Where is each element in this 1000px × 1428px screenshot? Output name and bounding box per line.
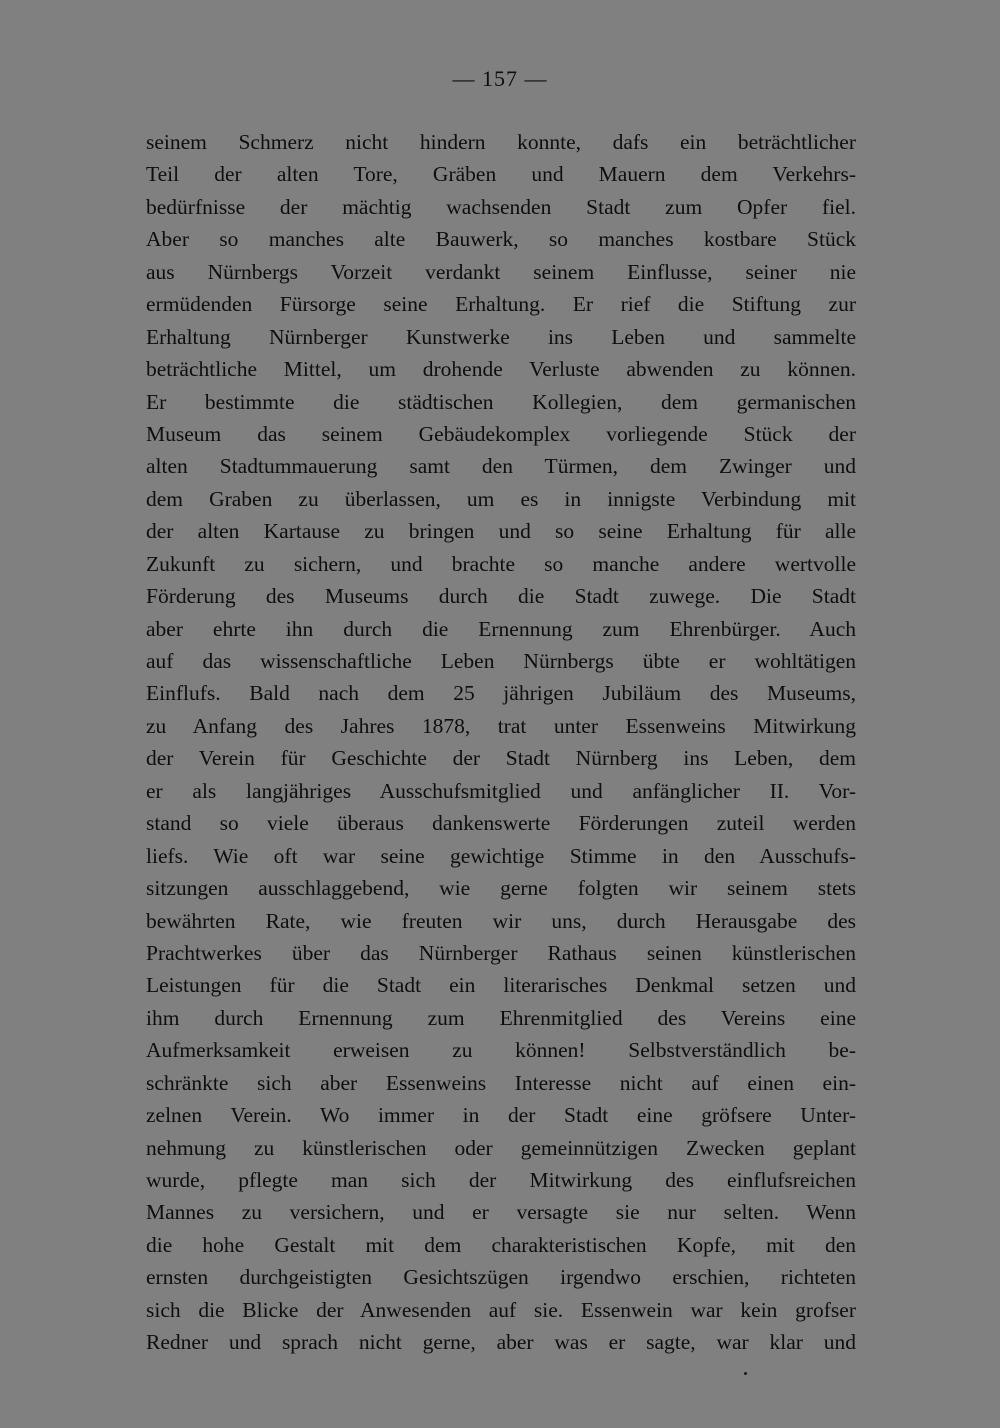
- text-line: Erhaltung Nürnberger Kunstwerke ins Leben und sammelte: [146, 324, 856, 349]
- text-line: Leistungen für die Stadt ein literarisches Denkmal setzen und: [146, 973, 856, 998]
- text-line: bedürfnisse der mächtig wachsenden Stadt zum Opfer fiel.: [146, 194, 856, 219]
- text-line: Mannes zu versichern, und er versagte sie nur selten. Wenn: [146, 1200, 856, 1225]
- text-line: beträchtliche Mittel, um drohende Verluste abwenden zu können.: [146, 357, 856, 382]
- print-speck: [744, 1372, 747, 1375]
- text-line: Museum das seinem Gebäudekomplex vorliegende Stück der: [146, 421, 856, 446]
- text-line: auf das wissenschaftliche Leben Nürnbergs übte er wohltätigen: [146, 649, 856, 673]
- text-line: er als langjähriges Ausschufsmitglied und anfänglicher II. Vor-: [146, 778, 856, 803]
- page-number-header: — 157 —: [452, 66, 548, 91]
- text-line: der Verein für Geschichte der Stadt Nürnberg ins Leben, dem: [146, 746, 856, 771]
- text-line: ernsten durchgeistigten Gesichtszügen irgendwo erschien, richteten: [146, 1265, 856, 1290]
- text-line: Zukunft zu sichern, und brachte so manche andere wertvolle: [146, 551, 856, 576]
- text-line: dem Graben zu überlassen, um es in innigste Verbindung mit: [146, 486, 856, 511]
- text-line: zelnen Verein. Wo immer in der Stadt eine gröfsere Unter-: [146, 1103, 856, 1128]
- text-line: ermüdenden Fürsorge seine Erhaltung. Er rief die Stiftung zur: [146, 292, 856, 317]
- text-line: sich die Blicke der Anwesenden auf sie. Essenwein war kein grofser: [146, 1297, 856, 1322]
- text-line: liefs. Wie oft war seine gewichtige Stimme in den Ausschufs-: [146, 843, 856, 868]
- text-line: sitzungen ausschlaggebend, wie gerne folgten wir seinem stets: [146, 876, 856, 901]
- text-line: bewährten Rate, wie freuten wir uns, durch Herausgabe des: [146, 908, 856, 933]
- text-line: stand so viele überaus dankenswerte Förderungen zuteil werden: [146, 811, 856, 836]
- text-line: wurde, pflegte man sich der Mitwirkung des einflufsreichen: [146, 1168, 856, 1192]
- text-line: Redner und sprach nicht gerne, aber was er sagte, war klar und: [146, 1330, 856, 1355]
- text-line: Einflufs. Bald nach dem 25 jährigen Jubiläum des Museums,: [146, 681, 856, 706]
- text-line: Aber so manches alte Bauwerk, so manches kostbare Stück: [146, 227, 856, 252]
- text-line: aber ehrte ihn durch die Ernennung zum Ehrenbürger. Auch: [146, 616, 856, 641]
- text-line: aus Nürnbergs Vorzeit verdankt seinem Einflusse, seiner nie: [146, 259, 856, 284]
- text-line: Aufmerksamkeit erweisen zu können! Selbstverständlich be-: [146, 1038, 856, 1063]
- text-line: die hohe Gestalt mit dem charakteristischen Kopfe, mit den: [146, 1232, 856, 1257]
- text-line: der alten Kartause zu bringen und so seine Erhaltung für alle: [146, 519, 856, 544]
- text-line: alten Stadtummauerung samt den Türmen, dem Zwinger und: [146, 454, 856, 479]
- text-line: schränkte sich aber Essenweins Interesse nicht auf einen ein-: [146, 1070, 856, 1095]
- text-line: Er bestimmte die städtischen Kollegien, dem germanischen: [146, 389, 856, 414]
- text-line: Prachtwerkes über das Nürnberger Rathaus seinen künstlerischen: [146, 940, 856, 965]
- text-line: Teil der alten Tore, Gräben und Mauern dem Verkehrs-: [146, 162, 856, 187]
- text-line: seinem Schmerz nicht hindern konnte, dafs ein beträchtlicher: [146, 130, 856, 154]
- text-line: ihm durch Ernennung zum Ehrenmitglied des Vereins eine: [146, 1005, 856, 1030]
- text-line: nehmung zu künstlerischen oder gemeinnützigen Zwecken geplant: [146, 1135, 856, 1160]
- text-line: zu Anfang des Jahres 1878, trat unter Essenweins Mitwirkung: [146, 713, 856, 738]
- text-line: Förderung des Museums durch die Stadt zuwege. Die Stadt: [146, 584, 856, 609]
- page-body-text: [146, 126, 856, 1359]
